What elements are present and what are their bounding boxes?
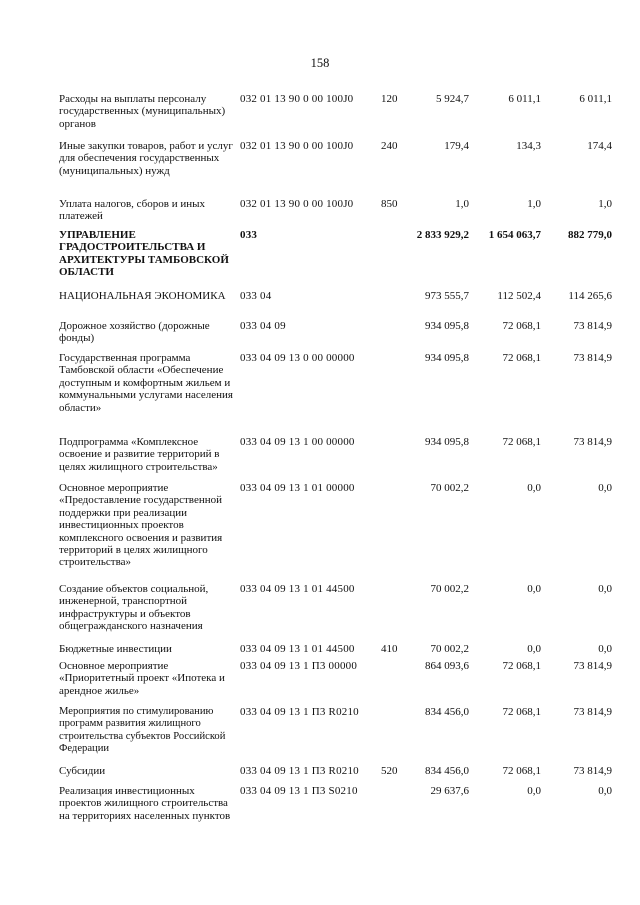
row-value-3: 0,0 — [598, 482, 612, 494]
row-value-1: 179,4 — [444, 140, 469, 152]
row-code: 033 04 09 13 1 П3 R0210 — [240, 765, 359, 777]
row-name: Расходы на выплаты персоналу государственных (муниципальных) органов — [59, 93, 226, 130]
row-value-3: 174,4 — [587, 140, 612, 152]
row-value-1: 934 095,8 — [425, 352, 469, 364]
row-code: 033 04 09 13 0 00 00000 — [240, 352, 355, 364]
row-value-3: 73 814,9 — [573, 765, 612, 777]
row-value-1: 834 456,0 — [425, 765, 469, 777]
row-value-3: 73 814,9 — [573, 660, 612, 672]
row-code: 033 04 09 13 1 01 44500 — [240, 643, 355, 655]
row-name: Основное мероприятие «Приоритетный проект «Ипотека и арендное жилье» — [59, 660, 225, 697]
row-name: Дорожное хозяйство (дорожные фонды) — [59, 320, 210, 345]
row-value-1: 70 002,2 — [430, 482, 469, 494]
row-value-1: 1,0 — [455, 198, 469, 210]
row-value-2: 72 068,1 — [502, 706, 541, 718]
row-code: 033 04 09 13 1 П3 00000 — [240, 660, 358, 672]
row-value-3: 0,0 — [598, 785, 612, 797]
row-value-2: 6 011,1 — [508, 93, 541, 105]
row-value-2: 0,0 — [527, 482, 541, 494]
page-number: 158 — [310, 56, 330, 70]
row-name: Государственная программа Тамбовской области «Обеспечение доступным и комфортным жильем и коммунальными услугами населения области» — [59, 352, 233, 414]
row-value-1: 934 095,8 — [425, 320, 469, 332]
row-value-3: 0,0 — [598, 643, 612, 655]
row-expense-type: 850 — [381, 198, 398, 210]
row-name: УПРАВЛЕНИЕ ГРАДОСТРОИТЕЛЬСТВА И АРХИТЕКТУРЫ ТАМБОВСКОЙ ОБЛАСТИ — [59, 229, 229, 279]
row-code: 033 04 09 13 1 01 44500 — [240, 583, 355, 595]
row-value-2: 72 068,1 — [502, 436, 541, 448]
row-value-2: 0,0 — [527, 785, 541, 797]
row-name: Мероприятия по стимулированию программ развития жилищного строительства субъектов Российской Федерации — [59, 706, 226, 755]
row-value-3: 73 814,9 — [573, 436, 612, 448]
row-value-2: 134,3 — [516, 140, 541, 152]
row-expense-type: 120 — [381, 93, 398, 105]
row-value-1: 5 924,7 — [436, 93, 469, 105]
row-name: НАЦИОНАЛЬНАЯ ЭКОНОМИКА — [59, 290, 226, 302]
row-name: Основное мероприятие «Предоставление государственной поддержки при реализации инвестиционных проектов комплексного освоения и развития территорий в целях жилищного строительства» — [59, 482, 223, 569]
row-value-3: 1,0 — [598, 198, 612, 210]
row-value-3: 73 814,9 — [573, 352, 612, 364]
row-expense-type: 520 — [381, 765, 398, 777]
row-value-3: 73 814,9 — [573, 706, 612, 718]
row-name: Иные закупки товаров, работ и услуг для обеспечения государственных (муниципальных) нужд — [59, 140, 233, 177]
row-value-2: 0,0 — [527, 583, 541, 595]
row-value-2: 1 654 063,7 — [488, 229, 541, 241]
row-name: Реализация инвестиционных проектов жилищного строительства на территориях населенных пунктов — [59, 785, 231, 822]
row-value-2: 72 068,1 — [502, 765, 541, 777]
row-code: 033 04 09 13 1 01 00000 — [240, 482, 355, 494]
row-expense-type: 410 — [381, 643, 398, 655]
row-value-1: 70 002,2 — [430, 643, 469, 655]
row-value-1: 934 095,8 — [425, 436, 469, 448]
row-code: 033 04 09 13 1 00 00000 — [240, 436, 355, 448]
row-code: 033 04 09 — [240, 320, 286, 332]
row-value-1: 29 637,6 — [430, 785, 469, 797]
row-code: 033 04 — [240, 290, 272, 302]
row-value-2: 112 502,4 — [497, 290, 541, 302]
row-code: 033 04 09 13 1 П3 R0210 — [240, 706, 359, 718]
row-value-3: 114 265,6 — [568, 290, 612, 302]
row-name: Создание объектов социальной, инженерной, транспортной инфраструктуры и объектов общегражданского назначения — [59, 583, 209, 633]
row-value-1: 973 555,7 — [425, 290, 469, 302]
row-value-2: 72 068,1 — [502, 352, 541, 364]
row-value-2: 1,0 — [527, 198, 541, 210]
row-value-1: 2 833 929,2 — [416, 229, 469, 241]
row-value-3: 0,0 — [598, 583, 612, 595]
row-code: 032 01 13 90 0 00 100J0 — [240, 198, 354, 210]
row-code: 033 04 09 13 1 П3 S0210 — [240, 785, 358, 797]
row-name: Бюджетные инвестиции — [59, 643, 172, 655]
row-value-1: 70 002,2 — [430, 583, 469, 595]
row-value-3: 73 814,9 — [573, 320, 612, 332]
row-name: Подпрограмма «Комплексное освоение и развитие территорий в целях жилищного строительства» — [59, 436, 220, 473]
row-name: Уплата налогов, сборов и иных платежей — [59, 198, 206, 223]
row-value-1: 864 093,6 — [425, 660, 469, 672]
row-value-1: 834 456,0 — [425, 706, 469, 718]
row-value-3: 882 779,0 — [568, 229, 612, 241]
row-code: 033 — [240, 229, 258, 241]
row-code: 032 01 13 90 0 00 100J0 — [240, 93, 354, 105]
row-name: Субсидии — [59, 765, 106, 777]
row-value-3: 6 011,1 — [579, 93, 612, 105]
row-value-2: 72 068,1 — [502, 320, 541, 332]
row-value-2: 0,0 — [527, 643, 541, 655]
row-code: 032 01 13 90 0 00 100J0 — [240, 140, 354, 152]
row-value-2: 72 068,1 — [502, 660, 541, 672]
row-expense-type: 240 — [381, 140, 398, 152]
